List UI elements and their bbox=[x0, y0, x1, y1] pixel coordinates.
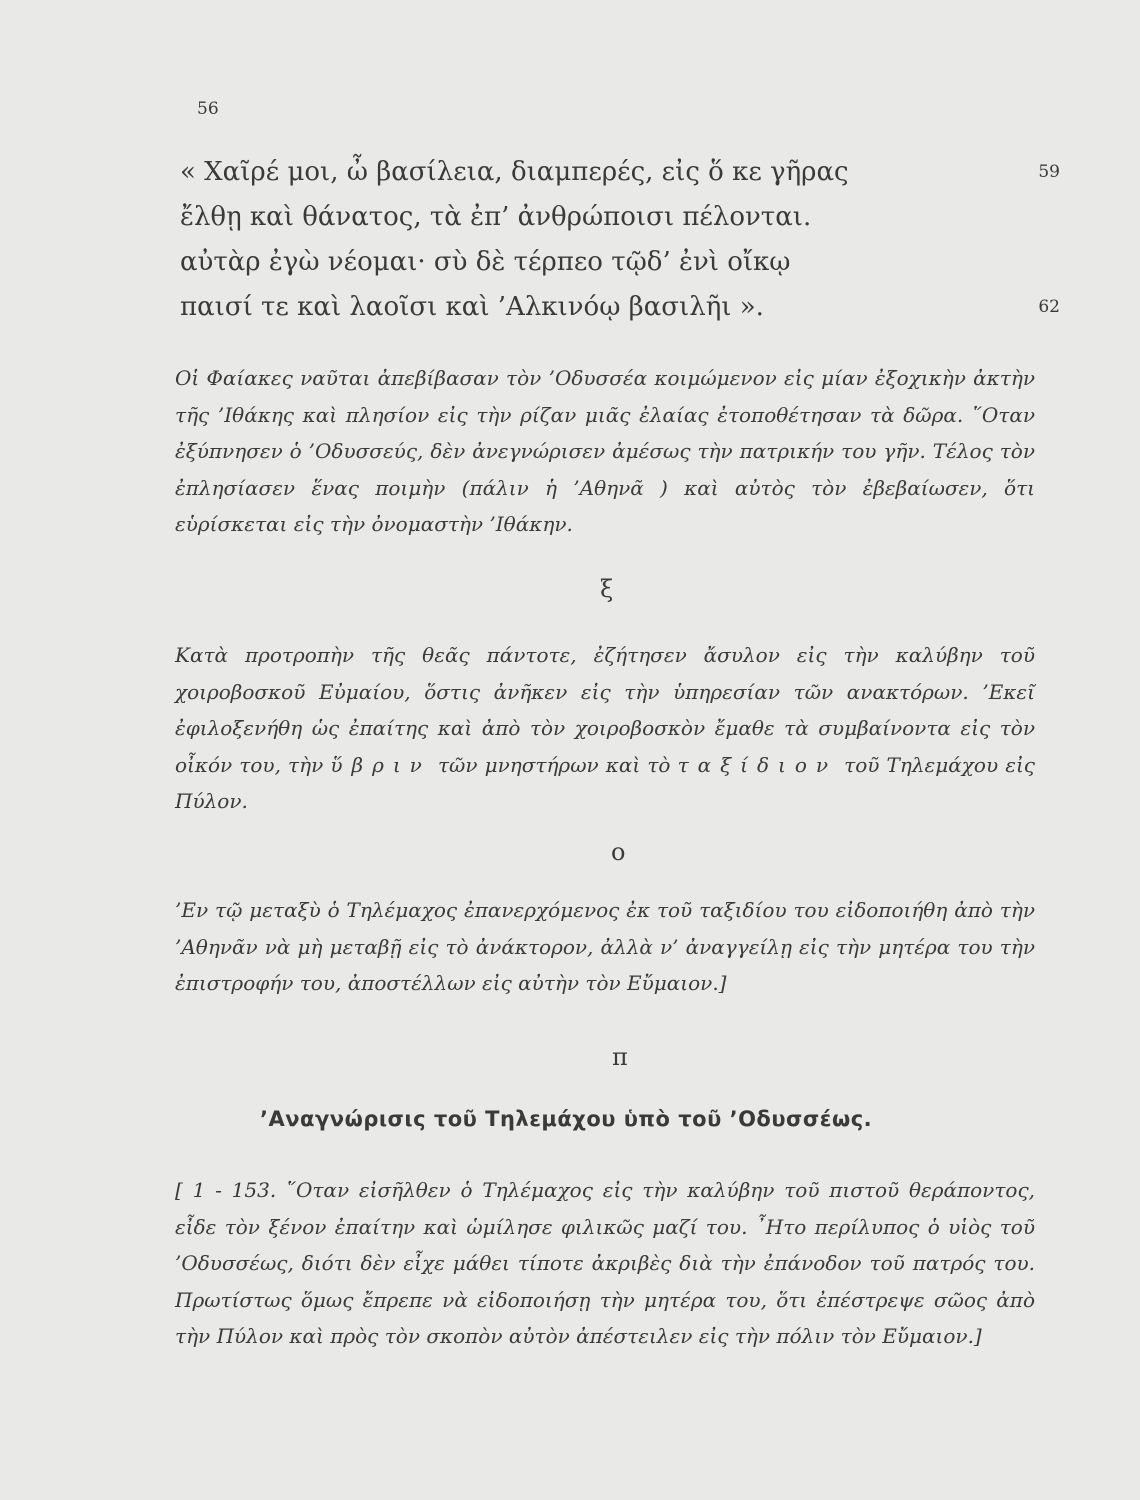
page-number: 56 bbox=[197, 99, 219, 119]
spaced-word-hybris: ὕβριν bbox=[330, 752, 431, 777]
verse-line bbox=[180, 240, 1060, 285]
summary-paragraph-4: [ 1 - 153. ῞Οταν εἰσῆλθεν ὁ Τηλέμαχος εἰς τὴν καλύβην τοῦ πιστοῦ θεράποντος, εἶδε τὸν ξένον ἐπαίτην καὶ ὡμίλησε φιλικῶς μαζί του. ῏Ητο περίλυπος ὁ υἱὸς τοῦ ’Οδυσσέως, διότι δὲν εἶχε μάθει τίποτε ἀκριβὲς διὰ τὴν ἐπάνοδον τοῦ πατρός του. Πρωτίστως ὅμως ἔπρεπε νὰ εἰδοποιήσῃ τὴν μητέρα του, ὅτι ἐπέστρεψε σῶος ἀπὸ τὴν Πύλον καὶ πρὸς τὸν σκοπὸν αὐτὸν ἀπέστειλεν εἰς τὴν πόλιν τὸν Εὔμαιον.] bbox=[175, 1178, 1035, 1348]
verse-text: αὐτὰρ ἐγὼ νέομαι· σὺ δὲ τέρπεο τῷδ’ ἐνὶ οἴκῳ bbox=[180, 247, 791, 277]
section-letter-pi: π bbox=[612, 1043, 628, 1071]
summary-paragraph-2 bbox=[175, 637, 1035, 820]
verse-line bbox=[180, 285, 1060, 330]
verse-text: ἔλθῃ καὶ θάνατος, τὰ ἐπ’ ἀνθρώποισι πέλονται. bbox=[180, 202, 812, 232]
verse-number: 59 bbox=[1038, 162, 1060, 182]
paragraph-text: Κατὰ προτροπὴν τῆς θεᾶς πάντοτε, ἐζήτησεν ἄσυλον εἰς τὴν καλύβην τοῦ χοιροβοσκοῦ Εὐμαίου, ὅστις ἀνῆκεν εἰς τὴν ὑπηρεσίαν τῶν ανακτόρων. ’Εκεῖ ἐφιλοξενήθη ὡς ἐπαίτης καὶ ἀπὸ τὸν χοιροβοσκὸν ἔμαθε τὰ συμβαίνοντα εἰς τὸν οἶκόν του, τὴν bbox=[175, 643, 1035, 777]
paragraph-text: τῶν μνηστήρων καὶ τὸ bbox=[430, 752, 678, 777]
spaced-word-taxidion: ταξίδιον bbox=[677, 752, 838, 777]
summary-paragraph-3: ’Εν τῷ μεταξὺ ὁ Τηλέμαχος ἐπανερχόμενος ἐκ τοῦ ταξιδίου του εἰδοποιήθη ἀπὸ τὴν ’Αθηνᾶν νὰ μὴ μεταβῇ εἰς τὸ ἀνάκτορον, ἀλλὰ ν’ ἀναγγείλῃ εἰς τὴν μητέρα του τὴν ἐπιστροφήν του, ἀποστέλλων εἰς αὐτὴν τὸν Εὔμαιον.] bbox=[175, 898, 1035, 995]
verse-line bbox=[180, 150, 1060, 195]
verse-number: 62 bbox=[1038, 297, 1060, 317]
verse-block bbox=[180, 150, 1060, 330]
section-letter-xi: ξ bbox=[600, 575, 614, 603]
section-letter-omicron: ο bbox=[611, 838, 626, 866]
verse-line bbox=[180, 195, 1060, 240]
summary-paragraph-1: Οἱ Φαίακες ναῦται ἀπεβίβασαν τὸν ’Οδυσσέα κοιμώμενον εἰς μίαν ἐξοχικὴν ἀκτὴν τῆς ’Ιθάκης καὶ πλησίον εἰς τὴν ρίζαν μιᾶς ἐλαίας ἐτοποθέτησαν τὰ δῶρα. ῞Οταν ἐξύπνησεν ὁ ’Οδυσσεύς, δὲν ἀνεγνώρισεν ἀμέσως τὴν πατρικήν του γῆν. Τέλος τὸν ἐπλησίασεν ἕνας ποιμὴν (πάλιν ἡ ’Αθηνᾶ ) καὶ αὐτὸς τὸν ἐβεβαίωσεν, ὅτι εὑρίσκεται εἰς τὴν ὀνομαστὴν ’Ιθάκην. bbox=[175, 366, 1035, 536]
paragraph-text: τοῦ Τηλεμάχου εἰς Πύλον. bbox=[175, 752, 1035, 813]
chapter-heading: ’Αναγνώρισις τοῦ Τηλεμάχου ὑπὸ τοῦ ’Οδυσσέως. bbox=[260, 1107, 873, 1131]
verse-text: « Χαῖρέ μοι, ὦ βασίλεια, διαμπερές, εἰς ὅ κε γῆρας bbox=[180, 157, 849, 187]
verse-text: παισί τε καὶ λαοῖσι καὶ ’Αλκινόῳ βασιλῆι ». bbox=[180, 292, 764, 322]
